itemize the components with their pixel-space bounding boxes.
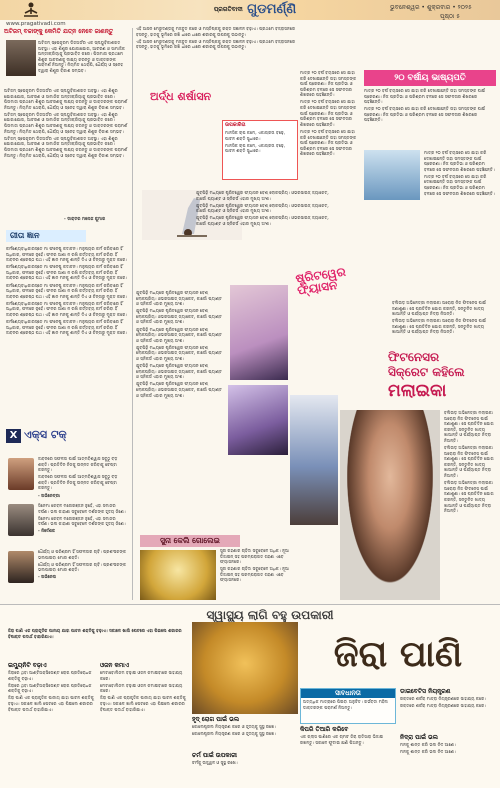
fashion-intro: ଯୁବପିଢ଼ି ମଧ୍ୟରେ ଷ୍ଟ୍ରିଟୱେର ଫ୍ୟାସନ ବେଶ୍ ଲୋକପ୍ରିୟ। ଓଭରସାଇଜ୍ ଜ୍ୟାକେଟ୍, କାର୍ଗୋ ପ୍ୟାଣ୍ଟ ଓ ସ୍ନିକର୍ସ ଏହାର ମୁଖ୍ୟ ଅଂଶ। ଯୁବପିଢ଼ି ମଧ୍ୟରେ ଷ୍ଟ୍ରିଟୱେର ଫ୍ୟାସନ ବେଶ୍ ଲୋକପ୍ରିୟ। ଓଭରସାଇଜ୍ ଜ୍ୟାକେଟ୍, କାର୍ଗୋ ପ୍ୟାଣ୍ଟ ଓ ସ୍ନିକର୍ସ ଏହାର ମୁଖ୍ୟ ଅଂଶ। ଯୁବପିଢ଼ି ମଧ୍ୟରେ ଷ୍ଟ୍ରିଟୱେର ଫ୍ୟାସନ ବେଶ୍ ଲୋକପ୍ରିୟ। ଓଭରସାଇଜ୍ ଜ୍ୟାକେଟ୍, କାର୍ଗୋ ପ୍ୟାଣ୍ଟ ଓ ସ୍ନିକର୍ସ ଏହାର ମୁଖ୍ୟ ଅଂଶ। — [196, 190, 329, 226]
gold-body: ସୁନା ଗହଣାର ଚାହିଦା ସବୁବେଳେ ଅଧିକ। ନୂଆ ଡିଜାଇନ୍ ସହ ପରମ୍ପରାଗତ ଗହଣା ଏବେ ଫ୍ୟାସନରେ। ସୁନା ଗହଣାର ଚାହିଦା ସବୁବେଳେ ଅଧିକ। ନୂଆ ଡିଜାଇନ୍ ସହ ପରମ୍ପରାଗତ ଗହଣା ଏବେ ଫ୍ୟାସନରେ। — [220, 548, 290, 583]
x-talk-title: X ଏକ୍ସ ଟକ୍ — [6, 428, 101, 445]
autism-body-cont: ଅଟିଜମ୍ ସ୍ପେକ୍ଟ୍ରମ ଡିଜଅର୍ଡର ଏକ ସ୍ନାୟୁବିକାଶଗତ ଅବସ୍ଥା। ଏହା ଶିଶୁର ଯୋଗାଯୋଗ, ଆଚରଣ ଓ ସାମାଜିକ ଅନ୍ତଃକ୍ରିୟାକୁ ପ୍ରଭାବିତ କରେ। ପିତାମାତା ପ୍ରଥମେ ଶିଶୁର ଆଚରଣକୁ ଲକ୍ଷ୍ୟ କରନ୍ତୁ ଓ ଡାକ୍ତରଙ୍କ ପରାମର୍ଶ ନିଅନ୍ତୁ। ନିୟମିତ ଥେରାପି, ଧୈର୍ଯ୍ୟ ଓ ସ୍ନେହ ଦ୍ୱାରା ଶିଶୁର ବିକାଶ ସମ୍ଭବ। ଅଟିଜମ୍ ସ୍ପେକ୍ଟ୍ରମ ଡିଜଅର୍ଡର ଏକ ସ୍ନାୟୁବିକାଶଗତ ଅବସ୍ଥା। ଏହା ଶିଶୁର ଯୋଗାଯୋଗ, ଆଚରଣ ଓ ସାମାଜିକ ଅନ୍ତଃକ୍ରିୟାକୁ ପ୍ରଭାବିତ କରେ। ପିତାମାତା ପ୍ରଥମେ ଶିଶୁର ଆଚରଣକୁ ଲକ୍ଷ୍ୟ କରନ୍ତୁ ଓ ଡାକ୍ତରଙ୍କ ପରାମର୍ଶ ନିଅନ୍ତୁ। ନିୟମିତ ଥେରାପି, ଧୈର୍ଯ୍ୟ ଓ ସ୍ନେହ ଦ୍ୱାରା ଶିଶୁର ବିକାଶ ସମ୍ଭବ। ଅଟିଜମ୍ ସ୍ପେକ୍ଟ୍ରମ ଡିଜଅର୍ଡର ଏକ ସ୍ନାୟୁବିକାଶଗତ ଅବସ୍ଥା। ଏହା ଶିଶୁର ଯୋଗାଯୋଗ, ଆଚରଣ ଓ ସାମାଜିକ ଅନ୍ତଃକ୍ରିୟାକୁ ପ୍ରଭାବିତ କରେ। ପିତାମାତା ପ୍ରଥମେ ଶିଶୁର ଆଚରଣକୁ ଲକ୍ଷ୍ୟ କରନ୍ତୁ ଓ ଡାକ୍ତରଙ୍କ ପରାମର୍ଶ ନିଅନ୍ତୁ। ନିୟମିତ ଥେରାପି, ଧୈର୍ଯ୍ୟ ଓ ସ୍ନେହ ଦ୍ୱାରା ଶିଶୁର ବିକାଶ ସମ୍ଭବ। — [4, 88, 128, 158]
gold-photo — [140, 550, 216, 600]
x-logo-icon: X — [6, 429, 21, 443]
jira-col5: କିପରି ତିଆରି କରିବେ ଏକ ଗ୍ଲାସ ପାଣିରେ ଏକ ଚାମଚ ଜିରା ରାତିସାରା ଭିଜାଇ ରଖନ୍ତୁ। ସକାଳେ ଫୁଟାଇ ଛାଣି ପିଅନ୍ତୁ। — [300, 726, 384, 745]
gita-body: କର୍ମଣ୍ୟେବାଧିକାରସ୍ତେ ମା ଫଳେଷୁ କଦାଚନ। ମନୁଷ୍ୟର କର୍ମ କରିବାରେ ହିଁ ଅଧିକାର, ଫଳରେ ନୁହେଁ। ଫଳର ଆଶା ନ ରଖି କର୍ତ୍ତବ୍ୟ କର୍ମ କରିବା ହିଁ ଜୀବନର ଶ୍ରେଷ୍ଠ ପଥ। ଏହି ଜ୍ଞାନ ମନକୁ ଶାନ୍ତି ଦିଏ ଓ ଚିନ୍ତାରୁ ମୁକ୍ତ କରେ। କର୍ମଣ୍ୟେବାଧିକାରସ୍ତେ ମା ଫଳେଷୁ କଦାଚନ। ମନୁଷ୍ୟର କର୍ମ କରିବାରେ ହିଁ ଅଧିକାର, ଫଳରେ ନୁହେଁ। ଫଳର ଆଶା ନ ରଖି କର୍ତ୍ତବ୍ୟ କର୍ମ କରିବା ହିଁ ଜୀବନର ଶ୍ରେଷ୍ଠ ପଥ। ଏହି ଜ୍ଞାନ ମନକୁ ଶାନ୍ତି ଦିଏ ଓ ଚିନ୍ତାରୁ ମୁକ୍ତ କରେ। କର୍ମଣ୍ୟେବାଧିକାରସ୍ତେ ମା ଫଳେଷୁ କଦାଚନ। ମନୁଷ୍ୟର କର୍ମ କରିବାରେ ହିଁ ଅଧିକାର, ଫଳରେ ନୁହେଁ। ଫଳର ଆଶା ନ ରଖି କର୍ତ୍ତବ୍ୟ କର୍ମ କରିବା ହିଁ ଜୀବନର ଶ୍ରେଷ୍ଠ ପଥ। ଏହି ଜ୍ଞାନ ମନକୁ ଶାନ୍ତି ଦିଏ ଓ ଚିନ୍ତାରୁ ମୁକ୍ତ କରେ। କର୍ମଣ୍ୟେବାଧିକାରସ୍ତେ ମା ଫଳେଷୁ କଦାଚନ। ମନୁଷ୍ୟର କର୍ମ କରିବାରେ ହିଁ ଅଧିକାର, ଫଳରେ ନୁହେଁ। ଫଳର ଆଶା ନ ରଖି କର୍ତ୍ତବ୍ୟ କର୍ମ କରିବା ହିଁ ଜୀବନର ଶ୍ରେଷ୍ଠ ପଥ। ଏହି ଜ୍ଞାନ ମନକୁ ଶାନ୍ତି ଦିଏ ଓ ଚିନ୍ତାରୁ ମୁକ୍ତ କରେ। କର୍ମଣ୍ୟେବାଧିକାରସ୍ତେ ମା ଫଳେଷୁ କଦାଚନ। ମନୁଷ୍ୟର କର୍ମ କରିବାରେ ହିଁ ଅଧିକାର, ଫଳରେ ନୁହେଁ। ଫଳର ଆଶା ନ ରଖି କର୍ତ୍ତବ୍ୟ କର୍ମ କରିବା ହିଁ ଜୀବନର ଶ୍ରେଷ୍ଠ ପଥ। ଏହି ଜ୍ଞାନ ମନକୁ ଶାନ୍ତି ଦିଏ ଓ ଚିନ୍ତାରୁ ମୁକ୍ତ କରେ। — [6, 246, 128, 336]
autism-headline: ଅଟିଜମ୍ ବଚ୍ଚାଙ୍କୁ କେମିତି ଯତ୍ନ ନେବେ ଜାଣନ୍ତୁ — [4, 28, 114, 35]
column-divider — [132, 28, 133, 600]
age-photo — [364, 150, 420, 200]
fitness-body: ବଲିଉଡ଼ ଅଭିନେତ୍ରୀ ମଲାଇକା ଅରୋରା ନିଜ ଫିଟନେସ ପାଇଁ ଜଣାଶୁଣା। ସେ ପ୍ରତିଦିନ ଯୋଗ କରନ୍ତି, ସନ୍ତୁଳିତ ଖାଦ୍ୟ ଖାଆନ୍ତି ଓ ପର୍ଯ୍ୟାପ୍ତ ନିଦ୍ରା ନିଅନ୍ତି। ବଲିଉଡ଼ ଅଭିନେତ୍ରୀ ମଲାଇକା ଅରୋରା ନିଜ ଫିଟନେସ ପାଇଁ ଜଣାଶୁଣା। ସେ ପ୍ରତିଦିନ ଯୋଗ କରନ୍ତି, ସନ୍ତୁଳିତ ଖାଦ୍ୟ ଖାଆନ୍ତି ଓ ପର୍ଯ୍ୟାପ୍ତ ନିଦ୍ରା ନିଅନ୍ତି। — [392, 300, 487, 335]
fashion-tag: ଷ୍ଟ୍ରିଟୱେର ଫ୍ୟାସନ — [294, 264, 347, 298]
jira-subtitle: ସ୍ୱାସ୍ଥ୍ୟ ଲାଗି ବହୁ ଉପକାରୀ — [206, 608, 334, 622]
jira-col4: ଚର୍ମ ପାଇଁ ଉପକାରୀ ଚର୍ମକୁ ଉଜ୍ଜ୍ୱଳ ଓ ସୁସ୍ଥ ରଖେ। — [192, 752, 238, 765]
age-body: ମାତ୍ର ୨୦ ବର୍ଷ ବୟସରେ ସେ ଯାହା କରି ଦେଖାଇଛନ୍ତି ତାହା ସମସ୍ତଙ୍କ ପାଇଁ ପ୍ରେରଣା। ନିଜ ପ୍ରତିଭା ଓ ପରିଶ୍ରମ ବଳରେ ସେ ସଫଳତାର ଶିଖରରେ ପହଞ୍ଚିଛନ୍ତି। ମାତ୍ର ୨୦ ବର୍ଷ ବୟସରେ ସେ ଯାହା କରି ଦେଖାଇଛନ୍ତି ତାହା ସମସ୍ତଙ୍କ ପାଇଁ ପ୍ରେରଣା। ନିଜ ପ୍ରତିଭା ଓ ପରିଶ୍ରମ ବଳରେ ସେ ସଫଳତାର ଶିଖରରେ ପହଞ୍ଚିଛନ୍ତି। — [364, 88, 486, 123]
gold-tag: ସୁନା କେଲି ଗୋଲେଇ — [140, 535, 240, 547]
xtalk-avatar-3 — [8, 551, 34, 583]
fitness-body-cont: ବଲିଉଡ଼ ଅଭିନେତ୍ରୀ ମଲାଇକା ଅରୋରା ନିଜ ଫିଟନେସ ପାଇଁ ଜଣାଶୁଣା। ସେ ପ୍ରତିଦିନ ଯୋଗ କରନ୍ତି, ସନ୍ତୁଳିତ ଖାଦ୍ୟ ଖାଆନ୍ତି ଓ ପର୍ଯ୍ୟାପ୍ତ ନିଦ୍ରା ନିଅନ୍ତି। ବଲିଉଡ଼ ଅଭିନେତ୍ରୀ ମଲାଇକା ଅରୋରା ନିଜ ଫିଟନେସ ପାଇଁ ଜଣାଶୁଣା। ସେ ପ୍ରତିଦିନ ଯୋଗ କରନ୍ତି, ସନ୍ତୁଳିତ ଖାଦ୍ୟ ଖାଆନ୍ତି ଓ ପର୍ଯ୍ୟାପ୍ତ ନିଦ୍ରା ନିଅନ୍ତି। ବଲିଉଡ଼ ଅଭିନେତ୍ରୀ ମଲାଇକା ଅରୋରା ନିଜ ଫିଟନେସ ପାଇଁ ଜଣାଶୁଣା। ସେ ପ୍ରତିଦିନ ଯୋଗ କରନ୍ତି, ସନ୍ତୁଳିତ ଖାଦ୍ୟ ଖାଆନ୍ତି ଓ ପର୍ଯ୍ୟାପ୍ତ ନିଦ୍ରା ନିଅନ୍ତି। — [444, 410, 494, 514]
jira-col2: ଓଜନ କମାଏ ମେଟାବୋଲିଜମ ବଢ଼ାଇ ଓଜନ କମାଇବାରେ ସାହାଯ୍ୟ କରେ। ମେଟାବୋଲିଜମ ବଢ଼ାଇ ଓଜନ କମାଇବାରେ ସାହାଯ୍ୟ କରେ। ଜିରା ପାଣି ଏକ ପ୍ରାକୃତିକ ପାନୀୟ ଯାହା ପାଚନ ଶକ୍ତିକୁ ବଢ଼ାଏ। ସକାଳେ ଖାଲି ପେଟରେ ଏହା ପିଇଲେ ଶରୀରର ବିଷାକ୍ତ ପଦାର୍ଥ ବାହାରିଯାଏ। — [100, 662, 186, 712]
malaika-photo — [340, 410, 440, 600]
benefits-box: ଉପକାରିତା ମାନସିକ ଚାପ କମେ, ଏକାଗ୍ରତା ବଢ଼େ, ପାଚନ ଶକ୍ତି ସୁଧାରେ। ମାନସିକ ଚାପ କମେ, ଏକାଗ୍ରତା ବଢ଼େ, ପାଚନ ଶକ୍ତି ସୁଧାରେ। — [222, 120, 298, 180]
newspaper-logo[interactable]: $^{ପ୍ରଗତିବାଦୀ}$ ଗୁଡମର୍ଣ୍ଣି — [213, 2, 297, 17]
site-url[interactable]: www.pragativadi.com — [6, 21, 66, 27]
yoga-title: ଅର୍ଦ୍ଧ ଶର୍ଷାସନ — [150, 90, 212, 103]
xtalk-post-3: ଧୈର୍ଯ୍ୟ ଓ ପରିଶ୍ରମ ହିଁ ସଫଳତାର ଚାବି। ପ୍ରଶଂସକଙ୍କ ଭଲପାଇବା ମୋର ଶକ୍ତି। ଧୈର୍ଯ୍ୟ ଓ ପରିଶ୍ରମ ହିଁ ସଫଳତାର ଚାବି। ପ୍ରଶଂସକଙ୍କ ଭଲପାଇବା ମୋର ଶକ୍ତି। - ଅଭିନେତା — [38, 549, 127, 580]
page-number: ପୃଷ୍ଠା ୫ — [440, 13, 460, 20]
xtalk-avatar-2 — [8, 504, 34, 536]
fashion-body-col: ଯୁବପିଢ଼ି ମଧ୍ୟରେ ଷ୍ଟ୍ରିଟୱେର ଫ୍ୟାସନ ବେଶ୍ ଲୋକପ୍ରିୟ। ଓଭରସାଇଜ୍ ଜ୍ୟାକେଟ୍, କାର୍ଗୋ ପ୍ୟାଣ୍ଟ ଓ ସ୍ନିକର୍ସ ଏହାର ମୁଖ୍ୟ ଅଂଶ। ଯୁବପିଢ଼ି ମଧ୍ୟରେ ଷ୍ଟ୍ରିଟୱେର ଫ୍ୟାସନ ବେଶ୍ ଲୋକପ୍ରିୟ। ଓଭରସାଇଜ୍ ଜ୍ୟାକେଟ୍, କାର୍ଗୋ ପ୍ୟାଣ୍ଟ ଓ ସ୍ନିକର୍ସ ଏହାର ମୁଖ୍ୟ ଅଂଶ। ଯୁବପିଢ଼ି ମଧ୍ୟରେ ଷ୍ଟ୍ରିଟୱେର ଫ୍ୟାସନ ବେଶ୍ ଲୋକପ୍ରିୟ। ଓଭରସାଇଜ୍ ଜ୍ୟାକେଟ୍, କାର୍ଗୋ ପ୍ୟାଣ୍ଟ ଓ ସ୍ନିକର୍ସ ଏହାର ମୁଖ୍ୟ ଅଂଶ। ଯୁବପିଢ଼ି ମଧ୍ୟରେ ଷ୍ଟ୍ରିଟୱେର ଫ୍ୟାସନ ବେଶ୍ ଲୋକପ୍ରିୟ। ଓଭରସାଇଜ୍ ଜ୍ୟାକେଟ୍, କାର୍ଗୋ ପ୍ୟାଣ୍ଟ ଓ ସ୍ନିକର୍ସ ଏହାର ମୁଖ୍ୟ ଅଂଶ। ଯୁବପିଢ଼ି ମଧ୍ୟରେ ଷ୍ଟ୍ରିଟୱେର ଫ୍ୟାସନ ବେଶ୍ ଲୋକପ୍ରିୟ। ଓଭରସାଇଜ୍ ଜ୍ୟାକେଟ୍, କାର୍ଗୋ ପ୍ୟାଣ୍ଟ ଓ ସ୍ନିକର୍ସ ଏହାର ମୁଖ୍ୟ ଅଂଶ। ଯୁବପିଢ଼ି ମଧ୍ୟରେ ଷ୍ଟ୍ରିଟୱେର ଫ୍ୟାସନ ବେଶ୍ ଲୋକପ୍ରିୟ। ଓଭରସାଇଜ୍ ଜ୍ୟାକେଟ୍, କାର୍ଗୋ ପ୍ୟାଣ୍ଟ ଓ ସ୍ନିକର୍ସ ଏହାର ମୁଖ୍ୟ ଅଂଶ। — [136, 290, 222, 398]
xtalk-avatar-1 — [8, 458, 34, 490]
jira-col3: ହୃଦ୍ ରୋଗ ପାଇଁ ଭଲ କୋଲେଷ୍ଟ୍ରଲ ନିୟନ୍ତ୍ରଣ କରେ ଓ ହୃଦୟକୁ ସୁସ୍ଥ ରଖେ। କୋଲେଷ୍ଟ୍ରଲ ନିୟନ୍ତ୍ରଣ କରେ ଓ ହୃଦୟକୁ ସୁସ୍ଥ ରଖେ। — [192, 716, 277, 737]
autism-body: ଅଟିଜମ୍ ସ୍ପେକ୍ଟ୍ରମ ଡିଜଅର୍ଡର ଏକ ସ୍ନାୟୁବିକାଶଗତ ଅବସ୍ଥା। ଏହା ଶିଶୁର ଯୋଗାଯୋଗ, ଆଚରଣ ଓ ସାମାଜିକ ଅନ୍ତଃକ୍ରିୟାକୁ ପ୍ରଭାବିତ କରେ। ପିତାମାତା ପ୍ରଥମେ ଶିଶୁର ଆଚରଣକୁ ଲକ୍ଷ୍ୟ କରନ୍ତୁ ଓ ଡାକ୍ତରଙ୍କ ପରାମର୍ଶ ନିଅନ୍ତୁ। ନିୟମିତ ଥେରାପି, ଧୈର୍ଯ୍ୟ ଓ ସ୍ନେହ ଦ୍ୱାରା ଶିଶୁର ବିକାଶ ସମ୍ଭବ। — [38, 40, 126, 73]
fashion-model-2 — [228, 385, 288, 455]
fashion-model-3 — [290, 395, 338, 525]
right-top-text: ମାତ୍ର ୨୦ ବର୍ଷ ବୟସରେ ସେ ଯାହା କରି ଦେଖାଇଛନ୍ତି ତାହା ସମସ୍ତଙ୍କ ପାଇଁ ପ୍ରେରଣା। ନିଜ ପ୍ରତିଭା ଓ ପରିଶ୍ରମ ବଳରେ ସେ ସଫଳତାର ଶିଖରରେ ପହଞ୍ଚିଛନ୍ତି। ମାତ୍ର ୨୦ ବର୍ଷ ବୟସରେ ସେ ଯାହା କରି ଦେଖାଇଛନ୍ତି ତାହା ସମସ୍ତଙ୍କ ପାଇଁ ପ୍ରେରଣା। ନିଜ ପ୍ରତିଭା ଓ ପରିଶ୍ରମ ବଳରେ ସେ ସଫଳତାର ଶିଖରରେ ପହଞ୍ଚିଛନ୍ତି। ମାତ୍ର ୨୦ ବର୍ଷ ବୟସରେ ସେ ଯାହା କରି ଦେଖାଇଛନ୍ତି ତାହା ସମସ୍ତଙ୍କ ପାଇଁ ପ୍ରେରଣା। ନିଜ ପ୍ରତିଭା ଓ ପରିଶ୍ରମ ବଳରେ ସେ ସଫଳତାର ଶିଖରରେ ପହଞ୍ଚିଛନ୍ତି। — [300, 70, 357, 157]
yoga-figure-icon — [6, 0, 56, 20]
xtalk-post-2: ସିନେମା କେବଳ ମନୋରଞ୍ଜନ ନୁହେଁ, ଏହା ସମାଜର ଦର୍ପଣ। ଭଲ କାହାଣୀ ସବୁବେଳେ ଦର୍ଶକଙ୍କ ହୃଦୟ ଜିଣେ। ସିନେମା କେବଳ ମନୋରଞ୍ଜନ ନୁହେଁ, ଏହା ସମାଜର ଦର୍ପଣ। ଭଲ କାହାଣୀ ସବୁବେଳେ ଦର୍ଶକଙ୍କ ହୃଦୟ ଜିଣେ। - ନିର୍ଦ୍ଦେଶକ — [38, 503, 126, 534]
center-top-text: ଏହି ଆସନ ମେରୁଦଣ୍ଡକୁ ମଜବୁତ କରେ ଓ ମସ୍ତିଷ୍କକୁ ରକ୍ତ ସଞ୍ଚାଳନ ବଢ଼ାଏ। ପ୍ରଥମେ ବଜ୍ରାସନରେ ବସନ୍ତୁ, ହାତକୁ ଭୂମିରେ ରଖି ଧୀରେ ଧୀରେ ଶରୀରକୁ ଉପରକୁ ଉଠାନ୍ତୁ। ଏହି ଆସନ ମେରୁଦଣ୍ଡକୁ ମଜବୁତ କରେ ଓ ମସ୍ତିଷ୍କକୁ ରକ୍ତ ସଞ୍ଚାଳନ ବଢ଼ାଏ। ପ୍ରଥମେ ବଜ୍ରାସନରେ ବସନ୍ତୁ, ହାତକୁ ଭୂମିରେ ରଖି ଧୀରେ ଧୀରେ ଶରୀରକୁ ଉପରକୁ ଉଠାନ୍ତୁ। — [136, 26, 296, 50]
age-box-title: ୨୦ ବର୍ଷୀୟ ଭାଷ୍ୟପତି — [364, 70, 496, 86]
doctor-photo — [6, 40, 36, 76]
masthead — [0, 0, 500, 20]
issue-date: ଭୁବନେଶ୍ୱର • ଶୁକ୍ରବାର • ୨୦୨୫ — [390, 4, 472, 11]
autism-author: - ଡାକ୍ତର ମନୋଜ କୁମାର — [64, 216, 106, 221]
caution-box: ସାବଧାନତା ଅତ୍ୟଧିକ ମାତ୍ରାରେ ପିଇବା ଅନୁଚିତ। ଗର୍ଭବତୀ ମହିଳା ଡାକ୍ତରଙ୍କ ପରାମର୍ଶ ନିଅନ୍ତୁ। — [300, 688, 396, 724]
jira-intro: ଜିରା ପାଣି ଏକ ପ୍ରାକୃତିକ ପାନୀୟ ଯାହା ପାଚନ ଶକ୍ତିକୁ ବଢ଼ାଏ। ସକାଳେ ଖାଲି ପେଟରେ ଏହା ପିଇଲେ ଶରୀରର ବିଷାକ୍ତ ପଦାର୍ଥ ବାହାରିଯାଏ। — [8, 628, 182, 639]
fitness-headline: ଫିଟନେସର ସିକ୍ରେଟ କହିଲେ ମଲାଇକା — [388, 350, 465, 401]
jira-glass-photo — [192, 622, 298, 714]
jira-col7: ନିଦ୍ରା ପାଇଁ ଭଲ ମନକୁ ଶାନ୍ତ କରି ଭଲ ନିଦ ଆଣେ। ମନକୁ ଶାନ୍ତ କରି ଭଲ ନିଦ ଆଣେ। — [400, 734, 456, 755]
jira-title: ଜିରା ପାଣି — [333, 634, 463, 675]
jira-col6: ଡାଇବେଟିସ ନିୟନ୍ତ୍ରଣ ରକ୍ତରେ ଶର୍କରା ମାତ୍ରା ନିୟନ୍ତ୍ରଣରେ ସାହାଯ୍ୟ କରେ। ରକ୍ତରେ ଶର୍କରା ମାତ୍ରା ନିୟନ୍ତ୍ରଣରେ ସାହାଯ୍ୟ କରେ। — [400, 688, 487, 709]
gita-title: ଗୀତା ଜ୍ଞାନ — [6, 230, 86, 242]
fashion-model-1 — [230, 285, 288, 380]
age-body-cont: ମାତ୍ର ୨୦ ବର୍ଷ ବୟସରେ ସେ ଯାହା କରି ଦେଖାଇଛନ୍ତି ତାହା ସମସ୍ତଙ୍କ ପାଇଁ ପ୍ରେରଣା। ନିଜ ପ୍ରତିଭା ଓ ପରିଶ୍ରମ ବଳରେ ସେ ସଫଳତାର ଶିଖରରେ ପହଞ୍ଚିଛନ୍ତି। ମାତ୍ର ୨୦ ବର୍ଷ ବୟସରେ ସେ ଯାହା କରି ଦେଖାଇଛନ୍ତି ତାହା ସମସ୍ତଙ୍କ ପାଇଁ ପ୍ରେରଣା। ନିଜ ପ୍ରତିଭା ଓ ପରିଶ୍ରମ ବଳରେ ସେ ସଫଳତାର ଶିଖରରେ ପହଞ୍ଚିଛନ୍ତି। — [424, 150, 495, 196]
jira-col1: ଇମ୍ୟୁନିଟି ବଢ଼ାଏ ଜିରାରେ ଥିବା ଆଣ୍ଟିଅକ୍ସିଡେଣ୍ଟ ରୋଗ ପ୍ରତିରୋଧକ ଶକ୍ତିକୁ ବଢ଼ାଏ। ଜିରାରେ ଥିବା ଆଣ୍ଟିଅକ୍ସିଡେଣ୍ଟ ରୋଗ ପ୍ରତିରୋଧକ ଶକ୍ତିକୁ ବଢ଼ାଏ। ଜିରା ପାଣି ଏକ ପ୍ରାକୃତିକ ପାନୀୟ ଯାହା ପାଚନ ଶକ୍ତିକୁ ବଢ଼ାଏ। ସକାଳେ ଖାଲି ପେଟରେ ଏହା ପିଇଲେ ଶରୀରର ବିଷାକ୍ତ ପଦାର୍ଥ ବାହାରିଯାଏ। — [8, 662, 94, 712]
xtalk-post-1: ଜୀବନରେ ସଫଳତା ପାଇଁ ଆତ୍ମବିଶ୍ୱାସ ସବୁଠୁ ବଡ଼ ଶକ୍ତି। ପ୍ରତିଦିନ ନିଜକୁ ଉନ୍ନତ କରିବାକୁ ଚେଷ୍ଟା କରନ୍ତୁ। ଜୀବନରେ ସଫଳତା ପାଇଁ ଆତ୍ମବିଶ୍ୱାସ ସବୁଠୁ ବଡ଼ ଶକ୍ତି। ପ୍ରତିଦିନ ନିଜକୁ ଉନ୍ନତ କରିବାକୁ ଚେଷ୍ଟା କରନ୍ତୁ। - ଅଭିନେତ୍ରୀ — [38, 456, 118, 498]
